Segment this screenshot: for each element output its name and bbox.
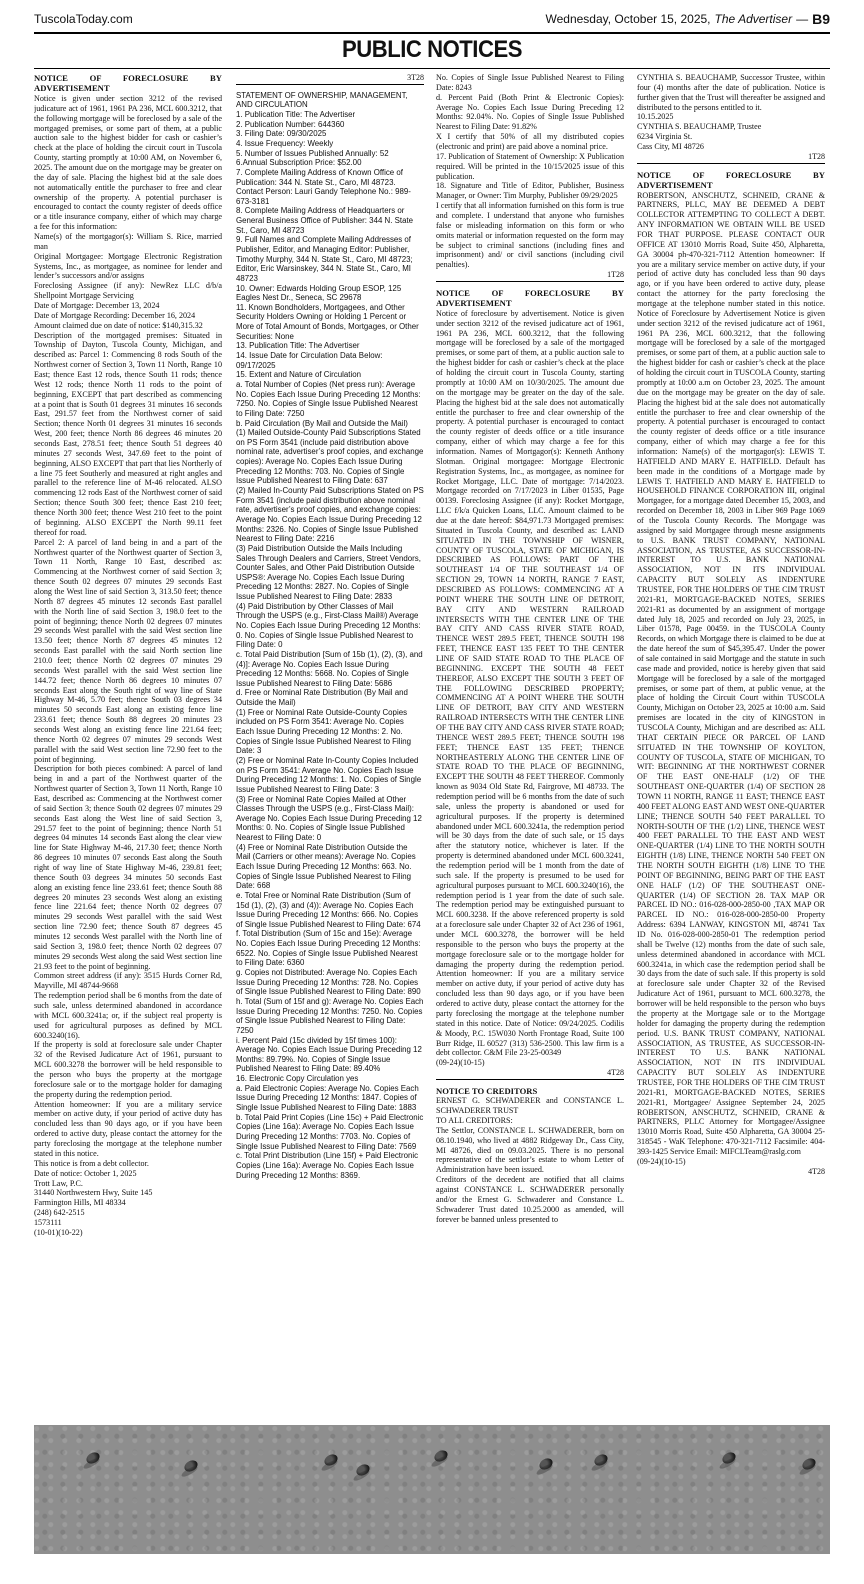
statement-line: 10. Owner: Edwards Holding Group ESOP, 125 Eagles Nest Dr., Seneca, SC 29678 (236, 283, 402, 303)
notice-code: 1T28 (607, 270, 624, 280)
signature-line: 6234 Virginia St. (637, 132, 693, 142)
statement-line: 17. Publication of Statement of Ownership: X Publication required. Will be printed in the 10/15/2025 issue of this publication. (436, 151, 624, 181)
site-name[interactable]: TuscolaToday.com (34, 12, 133, 26)
notice-paragraph: ERNEST G. SCHWADERER and CONSTANCE L. SCHWADERER TRUST (436, 1096, 624, 1116)
statement-line: d. Free or Nominal Rate Distribution (By Mail and Outside the Mail) (236, 688, 408, 708)
notice-paragraph: Common street address (if any): 3515 Hurds Corner Rd, Mayville, MI 48744-9668 (34, 971, 222, 991)
statement-line: c. Total Paid Distribution [Sum of 15b (1), (2), (3), and (4)]: Average No. Copies Each Issue During Preceding 12 Months: 5668. No. Copies of Single Issue Published Nearest to Filing Date: 5686 (236, 649, 423, 688)
notice-paragraph: The redemption period shall be 6 months from the date of such sale, unless determined abandoned in accordance with MCL 600.3241a; or, if the subject real property is used for agricultural purposes as defined by MCL 600.3240(16). (34, 991, 222, 1040)
statement-line: c. Total Print Distribution (Line 15f) + Paid Electronic Copies (Line 16a): Average No. Copies Each Issue During Preceding 12 Months: 8369. (236, 1151, 419, 1180)
statement-line: (1) Free or Nominal Rate Outside-County Copies included on PS Form 3541: Average No. Copies Each Issue During Preceding 12 Months: 2. No. Copies of Single Issue Published Nearest to Filing Date: 3 (236, 707, 412, 756)
notice-paragraph: Date of Mortgage Recording: December 16, 2024 (34, 310, 196, 320)
statement-line: 15. Extent and Nature of Circulation (236, 370, 362, 380)
issue-date: Wednesday, October 15, 2025, (545, 12, 711, 26)
divider (436, 1079, 624, 1080)
header-dash: — (796, 12, 809, 26)
statement-line: i. Percent Paid (15c divided by 15f times 100): Average No. Copies Each Issue During Preceding 12 Months: 89.79%. No. Copies of Single Issue Published Nearest to Filing Date: 89.40% (236, 1035, 422, 1074)
notice-paragraph: Description for both pieces combined: A parcel of land being in and a part of the Northwest quarter of the Northwest quarter of Section 3, Town 11 North, Range 10 East, described as: Commencing at the Northwest corner of said Section 3; thence South 02 degrees 07 minutes 29 seconds East along the West line of said Section 3, 291.57 feet to the point of beginning; thence North 51 degrees 04 minutes 14 seconds East along the clear view line for State Highway M-46, 217.30 feet; thence North 86 degrees 10 minutes 07 seconds East along the South right of way line of State Highway M-46, 239.81 feet; thence South 03 degrees 34 minutes 50 seconds East along an existing fence line 233.61 feet; thence South 88 degrees 20 minutes 23 seconds West along an existing fence line 221.64 feet; thence North 02 degrees 07 minutes 29 seconds West parallel with the said West section line 72.90 feet; thence South 87 degrees 45 minutes 12 seconds West parallel with the North line of said Section 3, 198.0 feet; thence North 02 degrees 07 minutes 29 seconds West along the said West section line 21.93 feet to the point of beginning. (34, 764, 222, 971)
divider (436, 281, 624, 282)
signature-line: CYNTHIA S. BEAUCHAMP, Trustee (637, 122, 762, 132)
notice-paragraph: Notice is given under section 3212 of the revised judicature act of 1961, 1961 PA 236, MCL 600.3212, that the following mortgage will be foreclosed by a sale of the mortgaged premises, or some part of them, at a public auction sale to the highest bidder for cash or cashier’s check at the place of holding the circuit court in Tuscola County, starting promptly at 10:00 AM, on November 6, 2025. The amount due on the mortgage may be greater on the day of sale. Placing the highest bid at the sale does not automatically entitle the purchaser to free and clear ownership of the property. A potential purchaser is encouraged to contact the county register of deeds office or a title insurance company, either of which may charge a fee for this information: (34, 93, 222, 232)
banner-texture (34, 1425, 830, 1554)
statement-line: 4. Issue Frequency: Weekly (236, 138, 334, 148)
notice-paragraph: Trott Law, P.C. (34, 1178, 83, 1188)
statement-heading: STATEMENT OF OWNERSHIP, MANAGEMENT, AND CIRCULATION (236, 90, 408, 110)
statement-continued (436, 73, 624, 270)
statement-line: g. Copies not Distributed: Average No. Copies Each Issue During Preceding 12 Months: 728. No. Copies of Single Issue Published Nearest to Filing Date: 890 (236, 968, 421, 997)
statement-line: 6.Annual Subscription Price: $52.00 (236, 158, 362, 168)
statement-line: (3) Paid Distribution Outside the Mails Including Sales Through Dealers and Carriers, Street Vendors, Counter Sales, and Other Paid Distribution Outside USPS®: Average No. Copies Each Issue During Preceding 12 Months: 2827. No. Copies of Single Issue Published Nearest to Filing Date: 2833 (236, 543, 421, 602)
notice-paragraph: If the property is sold at foreclosure sale under Chapter 32 of the Revised Judicature Act of 1961, pursuant to MCL 600.3278 the borrower will be held responsible to the person who buys the property at the mortgage foreclosure sale or to the mortgage holder for damaging the property during the redemption period. (34, 1040, 222, 1099)
notice-body: ROBERTSON, ANSCHUTZ, SCHNEID, CRANE & PARTNERS, PLLC, MAY BE DEEMED A DEBT COLLECTOR ATTEMPTING TO COLLECT A DEBT. ANY INFORMATION WE OBTAIN WILL BE USED FOR THAT PURPOSE. PLEASE CONTACT OUR OFFICE AT 13010 Morris Road, Suite 450, Alpharetta, GA 30004 ph-470-321-7112 Attention homeowner: If you are a military service member on active duty, if your period of active duty has concluded less than 90 days ago, or if you have been ordered to active duty, please contact the attorney for the party foreclosing the mortgage at the telephone number stated in this notice. Notice of Foreclosure by Advertisement Notice is given under section 3212 of the revised judicature act of 1961, 1961 PA 236, MCL 600.3212, that the following mortgage will be foreclosed by a sale of the mortgaged premises, or some part of them, at a public auction sale to the highest bidder for cash or cashier’s check at the place of holding the circuit court in TUSCOLA County, starting promptly at 10:00 a.m on October 23, 2025. The amount due on the mortgage may be greater on the day of sale. Placing the highest bid at the sale does not automatically entitle the purchaser to free and clear ownership of the property. A potential purchaser is encouraged to contact the county register of deeds office or a title insurance company, either of which may charge a fee for this information: Name(s) of the mortgagor(s): LEWIS T. HATFIELD AND MARY E. HATFIELD. Default has been made in the conditions of a Mortgage made by LEWIS T. HATFIELD AND MARY E. HATFIELD to HOUSEHOLD FINANCE CORPORATION III, original Mortgagee, for a mortgage dated December 15, 2003, and recorded on December 18, 2003 in Liber 969 Page 1069 of the Tuscola County Records. The Mortgage was assigned by said Mortgagee through mesne assignments to U.S. BANK TRUST COMPANY, NATIONAL ASSOCIATION, AS TRUSTEE, AS SUCCESSOR-IN-INTEREST TO U.S. BANK NATIONAL ASSOCIATION, NOT IN ITS INDIVIDUAL CAPACITY BUT SOLELY AS INDENTURE TRUSTEE, FOR THE HOLDERS OF THE CIM TRUST 2021-R1, MORTGAGE-BACKED NOTES, SERIES 2021-R1 as documented by an assignment of mortgage dated July 18, 2025 and recorded on July 23, 2025, in Liber 01578, Page 00459. in the TUSCOLA County Records, on which Mortgage there is claimed to be due at the date hereof the sum of $45,395.47. Under the power of sale contained in said Mortgage and the statute in such case made and provided, notice is hereby given that said Mortgage will be foreclosed by a sale of the mortgaged premises, or some part of them, at public venue, at the place of holding the Circuit Court within TUSCOLA County, Michigan on October 23, 2025 at 10:00 a.m. Said premises are located in the city of KINGSTON in TUSCOLA County, Michigan and are described as: ALL THAT CERTAIN PIECE OR PARCEL OF LAND SITUATED IN THE TOWNSHIP OF KOYLTON, COUNTY OF TUSCOLA, STATE OF MICHIGAN, TO WIT: BEGINNING AT THE NORTHWEST CORNER OF THE EAST ONE-HALF (1/2) OF THE SOUTHEAST ONE-QUARTER (1/4) OF SECTION 28 TOWN 11 NORTH, RANGE 11 EAST; THENCE EAST 400 FEET ALONG EAST AND WEST ONE-QUARTER LINE; THENCE SOUTH 540 FEET PARALLEL TO NORTH-SOUTH OF THE (1/2) LINE, THENCE WEST 400 FEET PARALLEL TO THE EAST AND WEST ONE-QUARTER (1/4) LINE TO THE NORTH SOUTH EIGHTH (1/8) LINE, THENCE NORTH 540 FEET ON THE NORTH SOUTH EIGHTH (1/8) LINE TO THE POINT OF BEGINNING, BEING PART OF THE EAST ONE HALF (1/2) OF THE SOUTHEAST ONE-QUARTER (1/4) OF SECTION 28. TAX MAP OR PARCEL ID NO.: 016-028-000-2850-00 ,TAX MAP OR PARCEL ID NO.: 016-028-000-2850-00 Property Address: 6394 LANWAY, KINGSTON MI, 48741 Tax ID No. 016-028-000-2850-01 The redemption period shall be Twelve (12) months from the date of such sale, unless determined abandoned in accordance with MCL 600.3241a, in which case the redemption period shall be 30 days from the date of such sale. If this property is sold at foreclosure sale under Chapter 32 of the Revised Judicature Act of 1961, pursuant to MCL 600.3278, the borrower will be held responsible to the person who buys the property at the Mortgage sale or to the Mortgage holder for damaging the property during the redemption period. U.S. BANK TRUST COMPANY, NATIONAL ASSOCIATION, AS TRUSTEE, AS SUCCESSOR-IN-INTEREST TO U.S. BANK NATIONAL ASSOCIATION, NOT IN ITS INDIVIDUAL CAPACITY BUT SOLELY AS INDENTURE TRUSTEE, FOR THE HOLDERS OF THE CIM TRUST 2021-R1, MORTGAGE-BACKED NOTES, SERIES 2021-R1, Mortgagee/ Assignee September 24, 2025 ROBERTSON, ANSCHUTZ, SCHNEID, CRANE & PARTNERS, PLLC Attorney for Mortgagee/Assignee 13010 Morris Road, Suite 450 Alpharetta, GA 30004 25-318545 - WaK Telephone: 470-321-7112 Facsimile: 404-393-1425 Service Email: MIFCLTeam@raslg.com (637, 190, 825, 1156)
notice-dates: (09-24)(10-15) (637, 1156, 686, 1166)
statement-line: f. Total Distribution (Sum of 15c and 15e): Average No. Copies Each Issue During Preceding 12 Months: 6522. No. Copies of Single Issue Published Nearest to Filing Date: 6360 (236, 929, 421, 968)
title-rule (34, 68, 830, 69)
paper-name: The Advertiser (714, 12, 793, 26)
notice-paragraph: Original Mortgagee: Mortgage Electronic Registration Systems, Inc., as mortgagee, as nominee for lender and lender’s successors and/or assigns (34, 251, 222, 281)
statement-line: No. Copies of Single Issue Published Nearest to Filing Date: 8243 (436, 73, 624, 92)
statement-line: (4) Free or Nominal Rate Distribution Outside the Mail (Carriers or other means): Average No. Copies Each Issue During Preceding 12 Months: 663. No. Copies of Single Issue Published Nearest to Filing Date: 668 (236, 842, 416, 891)
issue-info (546, 11, 831, 27)
notice-body (436, 1096, 624, 1224)
notice-paragraph: This notice is from a debt collector. (34, 1158, 149, 1168)
statement-line: (4) Paid Distribution by Other Classes of Mail Through the USPS (e.g., First-Class Mail®) Average No. Copies Each Issue During Preceding 12 Months: 0. No. Copies of Single Issue Published Nearest to Filing Date: 0 (236, 601, 421, 650)
notice-code: 3T28 (407, 73, 424, 82)
notice-dates: (09-24)(10-15) (436, 1058, 485, 1068)
notice-code: 4T28 (808, 1166, 825, 1176)
divider (236, 84, 424, 85)
page-header (34, 6, 830, 32)
notice-body: CYNTHIA S. BEAUCHAMP, Successor Trustee, within four (4) months after the date of publication. Notice is further given that the Trust will thereafter be assigned and distributed to the persons entitled to it. (637, 73, 825, 112)
statement-line: 8. Complete Mailing Address of Headquarters or General Business Office of Publisher: 344 N. State St., Caro, MI 48723 (236, 206, 414, 235)
notice-paragraph: Amount claimed due on date of notice: $140,315.32 (34, 320, 203, 330)
statement-line: b. Paid Circulation (By Mail and Outside the Mail) (236, 418, 408, 428)
notice-paragraph: Creditors of the decedent are notified that all claims against CONSTANCE L. SCHWADERER personally and/or the Ernest G. Schwaderer and Constance L. Schwaderer Trust dated 10.25.2000 as amended, will forever be banned unless presented to (436, 1175, 624, 1224)
notice-title: NOTICE OF FORECLOSURE BY ADVERTISEMENT (637, 169, 825, 191)
notice-paragraph: The Settlor, CONSTANCE L. SCHWADERER, born on 08.10.1940, who lived at 4882 Ridgeway Dr., Cass City, MI 48726, died on 09.03.2025. There is no personal representative of the settlor’s estate to whom Letter of Administration have been issued. (436, 1125, 624, 1175)
statement-line: h. Total (Sum of 15f and g): Average No. Copies Each Issue During Preceding 12 Months: 7250. No. Copies of Single Issue Published Nearest to Filing Date: 7250 (236, 996, 424, 1035)
notice-paragraph: 31440 Northwestern Hwy, Suite 145 (34, 1188, 153, 1198)
statement-line: 9. Full Names and Complete Mailing Addresses of Publisher, Editor, and Managing Editor: Publisher, Timothy Murphy, 344 N. State St., Caro, MI 48723; Editor, Eric Warsinskey, 344 N. State St., Caro, MI 48723 (236, 235, 413, 283)
signature-line: Cass City, MI 48726 (637, 142, 704, 152)
notice-paragraph: Description of the mortgaged premises: Situated in Township of Dayton, Tuscola County, Michigan, and described as: Parcel 1: Commencing 8 rods South of the Northwest corner of Section 3, Town 11 North, Range 10 East; thence East 12 rods, thence South 11 rods; thence West 12 rods; thence North 11 rods to the point of beginning, EXCEPT that part described as commencing at a point that is South 01 degrees 31 minutes 16 seconds East, 291.57 feet from the Northwest corner of said Section; thence North 01 degrees 31 minutes 16 seconds West, 200 feet; thence North 86 degrees 46 minutes 20 seconds East, 278.51 feet; thence South 51 degrees 40 minutes 27 seconds West, 347.69 feet to the point of beginning, ALSO EXCEPT that part that lies Northerly of a line 75 feet Southerly and measured at right angles and parallel to the reference line of M-46 relocated. ALSO commencing 12 rods East of the Northwest corner of said Section; thence South 300 feet; thence East 210 feet; thence North 300 feet; thence West 210 feet to the point of beginning. ALSO EXCEPT the North 99.11 feet thereof for road. (34, 330, 222, 537)
notice-paragraph: Parcel 2: A parcel of land being in and a part of the Northwest quarter of the Northwest quarter of Section 3, Town 11 North, Range 10 East, described as: Commencing at the Northwest corner of said Section 3; thence South 02 degrees 07 minutes 29 seconds East along the West line of said Section 3, 313.50 feet; thence North 87 degrees 45 minutes 12 seconds East parallel with the North line of said Section 3, 198.0 feet to the point of beginning; thence North 02 degrees 07 minutes 29 seconds West parallel with the said West section line 13.50 feet; thence North 87 degrees 45 minutes 12 seconds East parallel with the said North section line 210.0 feet; thence North 02 degrees 07 minutes 29 seconds West parallel with the said West section line 144.72 feet; thence North 86 degrees 10 minutes 07 seconds East along the South right of way line of State Highway M-46, 5.70 feet; thence South 03 degrees 34 minutes 50 seconds East along an existing fence line 233.61 feet; thence South 88 degrees 20 minutes 23 seconds West along an existing fence line 221.64 feet; thence North 02 degrees 07 minutes 29 seconds West parallel with the said West section line 72.90 feet to the point of beginning. (34, 537, 222, 764)
statement-line: 3. Filing Date: 09/30/2025 (236, 129, 327, 139)
statement-line: X I certify that 50% of all my distributed copies (electronic and print) are paid above a nominal price. (436, 132, 624, 152)
notice-paragraph: (248) 642-2515 (34, 1208, 85, 1218)
divider (637, 163, 825, 164)
column-2 (236, 73, 424, 1395)
notice-paragraph: Farmington Hills, MI 48334 (34, 1198, 126, 1208)
statement-line: (2) Mailed In-County Paid Subscriptions Stated on PS Form 3541 (include paid distribution above nominal rate, advertiser’s proof copies, and exchange copies: Average No. Copies Each Issue During Preceding 12 Months: 2326. No. Copies of Single Issue Published Nearest to Filing Date: 2216 (236, 486, 424, 544)
notice-paragraph: (10-01)(10-22) (34, 1227, 83, 1237)
statement-line: (3) Free or Nominal Rate Copies Mailed at Other Classes Through the USPS (e.g., First-Class Mail): Average No. Copies Each Issue During Preceding 12 Months: 0. No. Copies of Single Issue Published Nearest to Filing Date: 0 (236, 794, 422, 843)
statement-line: e. Total Free or Nominal Rate Distribution (Sum of 15d (1), (2), (3) and (4)): Average No. Copies Each Issue During Preceding 12 Months: 666. No. Copies of Single Issue Published Nearest to Filing Date: 674 (236, 890, 421, 929)
notice-signature (637, 112, 825, 151)
notice-paragraph: Name(s) of the mortgagor(s): William S. Rice, married man (34, 232, 222, 251)
notice-body (34, 94, 222, 1238)
notice-code: 1T28 (808, 151, 825, 161)
statement-line: 11. Known Bondholders, Mortgagees, and Other Security Holders Owning or Holding 1 Percent or More of Total Amount of Bonds, Mortgages, or Other Securities: None (236, 302, 419, 341)
page-title: PUBLIC NOTICES (341, 36, 523, 63)
column-3 (436, 73, 624, 1395)
notice-paragraph: Attention homeowner: If you are a military service member on active duty, if your period of active duty has concluded less than 90 days ago, or if you have been ordered to active duty, please contact the attorney for the party foreclosing the mortgage at the telephone number stated in this notice. (34, 1099, 222, 1158)
header-rule (34, 32, 830, 34)
notices-columns (34, 73, 830, 1395)
statement-line: (1) Mailed Outside-County Paid Subscriptions Stated on PS Form 3541 (include paid distribution above nominal rate, advertiser’s proof copies, and exchange copies): Average No. Copies Each Issue During Preceding 12 Months: 703. No. Copies of Single Issue Published Nearest to Filing Date: 637 (236, 428, 424, 486)
notice-title: NOTICE OF FORECLOSURE BY ADVERTISEMENT (34, 73, 222, 94)
statement-line: a. Total Number of Copies (Net press run): Average No. Copies Each Issue During Preceding 12 Months: 7250. No. Copies of Single Issue Published Nearest to Filing Date: 7250 (236, 379, 421, 418)
statement-line: 1. Publication Title: The Advertiser (236, 110, 356, 120)
column-1 (34, 73, 222, 1395)
notice-paragraph: Date of Mortgage: December 13, 2024 (34, 301, 160, 311)
statement-body (236, 110, 424, 1180)
notice-paragraph: Date of notice: October 1, 2025 (34, 1168, 137, 1178)
statement-line: 14. Issue Date for Circulation Data Below: 09/17/2025 (236, 351, 383, 370)
statement-line: d. Percent Paid (Both Print & Electronic Copies): Average No. Copies Each Issue During Preceding 12 Months: 92.04%. No. Copies of Single Issue Published Nearest to Filing Date: 91.82% (436, 92, 624, 132)
notice-code: 4T28 (607, 1068, 624, 1078)
notice-paragraph: Foreclosing Assignee (if any): NewRez LLC d/b/a Shellpoint Mortgage Servicing (34, 281, 222, 301)
statement-line: 16. Electronic Copy Circulation yes (236, 1074, 359, 1084)
notice-paragraph: 1573111 (34, 1217, 62, 1227)
notice-paragraph: TO ALL CREDITORS: (436, 1116, 513, 1126)
statement-line: 18. Signature and Title of Editor, Publisher, Business Manager, or Owner: Tim Murphy, Publisher 09/29/2025 (436, 181, 624, 201)
statement-line: 2. Publication Number: 644360 (236, 119, 345, 129)
statement-line: a. Paid Electronic Copies: Average No. Copies Each Issue During Preceding 12 Months: 1847. Copies of Single Issue Published Nearest to Filing Date: 1883 (236, 1083, 419, 1113)
statement-line: b. Total Paid Print Copies (Line 15c) + Paid Electronic Copies (Line 16a): Average No. Copies Each Issue During Preceding 12 Months: 7703. No. Copies of Single Issue Published Nearest to Filing Date: 7569 (236, 1112, 424, 1151)
ad-banner-image (34, 1425, 830, 1554)
statement-line: 7. Complete Mailing Address of Known Office of Publication: 344 N. State St., Caro, MI 48723. Contact Person: Lauri Gandy Telephone No.: 989-673-3181 (236, 167, 411, 206)
notice-body: Notice of foreclosure by advertisement. Notice is given under section 3212 of the revised judicature act of 1961, 1961 PA 236, MCL 600.3212, that the following mortgage will be foreclosed by a sale of the mortgaged premises, or some part of them, at a public auction sale to the highest bidder for cash or cashier’s check at the place of holding the circuit court in Tuscola County, starting promptly at 10:00 AM on 10/30/2025. The amount due on the mortgage may be greater on the day of the sale. Placing the highest bid at the sale does not automatically entitle the purchaser to free and clear ownership of the property. A potential purchaser is encouraged to contact the county register of deeds office or a title insurance company, either of which may charge a fee for this information. Names of Mortgagor(s): Kenneth Anthony Slotman. Original mortgagee: Mortgage Electronic Registration Systems, Inc., as mortgagee, as nominee for Rocket Mortgage, LLC. Date of mortgage: 7/14/2023. Mortgage recorded on 7/17/2023 in Liber 01535, Page 00139. Foreclosing Assignee (if any): Rocket Mortgage, LLC f/k/a Quicken Loans, LLC. Amount claimed to be due at the date hereof: $84,971.73 Mortgaged premises: Situated in Tuscola County, and described as: LAND SITUATED IN THE TOWNSHIP OF WISNER, COUNTY OF TUSCOLA, STATE OF MICHIGAN, IS DESCRIBED AS FOLLOWS: PART OF THE SOUTHEAST 1/4 OF THE SOUTHEAST 1/4 OF SECTION 29, TOWN 14 NORTH, RANGE 7 EAST, DESCRIBED AS FOLLOWS: COMMENCING AT A POINT WHERE THE SOUTH LINE OF DETROIT, BAY CITY AND WESTERN RAILROAD INTERSECTS WITH THE CENTER LINE OF THE BAY CITY AND CASS RIVER STATE ROAD, THENCE WEST 289.5 FEET, THENCE SOUTH 198 FEET, THENCE EAST 135 FEET TO THE CENTER LINE OF SAID STATE ROAD TO THE PLACE OF BEGINNING. EXCEPT THE SOUTH 48 FEET THEREOF, ALSO EXCEPT THE SOUTH 3 FEET OF THE FOLLOWING DESCRIBED PROPERTY; COMMENCING AT A POINT WHERE THE SOUTH LINE OF DETROIT, BAY CITY AND WESTERN RAILROAD INTERSECTS WITH THE CENTER LINE OF THE BAY CITY AND CASS RIVER STATE ROAD; THENCE WEST 289.5 FEET; THENCE SOUTH 198 FEET; THENCE EAST 135 FEET; THENCE NORTHEASTERLY ALONG THE CENTER LINE OF STATE ROAD TO THE PLACE OF BEGINNING, EXCEPT THE SOUTH 48 FEET THEREOF. Commonly known as 9034 Old State Rd, Fairgrove, MI 48733. The redemption period will be 6 months from the date of such sale, unless the property is abandoned or used for agricultural purposes. If the property is determined abandoned under MCL 600.3241a, the redemption period will be 30 days from the date of such sale, or 15 days after the statutory notice, whichever is later. If the property is determined abandoned under MCL 600.3241, the redemption period will be 1 month from the date of such sale. If the property is presumed to be used for agricultural purposes pursuant to MCL 600.3240(16), the redemption period is 1 year from the date of such sale. The redemption period may be extinguished pursuant to MCL 600.3238. If the above referenced property is sold at a foreclosure sale under Chapter 32 of Act 236 of 1961, under MCL 600.3278, the borrower will be held responsible to the person who buys the property at the mortgage foreclosure sale or to the mortgage holder for damaging the property during the redemption period. Attention homeowner: If you are a military service member on active duty, if your period of active duty has concluded less than 90 days ago, or if you have been ordered to active duty, please contact the attorney for the party foreclosing the mortgage at the telephone number stated in this notice. Date of Notice: 09/24/2025. Codilis & Moody, P.C. 15W030 North Frontage Road, Suite 100 Burr Ridge, IL 60527 (313) 536-2500. This law firm is a debt collector. C&M File 23-25-00349 (436, 308, 624, 1058)
column-4 (637, 73, 825, 1395)
statement-line: 5. Number of Issues Published Annually: 52 (236, 148, 389, 158)
notice-title: NOTICE OF FORECLOSURE BY ADVERTISEMENT (436, 287, 624, 309)
statement-line: 13. Publication Title: The Advertiser (236, 341, 360, 351)
statement-line: I certify that all information furnished on this form is true and complete. I understand that anyone who furnishes false or misleading information on this form or who omits material or information requested on the form may be subject to criminal sanctions (including fines and imprisonment) and/ or civil sanctions (including civil penalties). (436, 201, 624, 270)
page-number: B9 (812, 11, 830, 27)
statement-line: (2) Free or Nominal Rate In-County Copies Included on PS Form 3541: Average No. Copies Each Issue During Preceding 12 Months: 1. No. Copies of Single Issue Published Nearest to Filing Date: 3 (236, 755, 422, 794)
notice-title: NOTICE TO CREDITORS (436, 1085, 538, 1096)
signature-line: 10.15.2025 (637, 112, 674, 122)
